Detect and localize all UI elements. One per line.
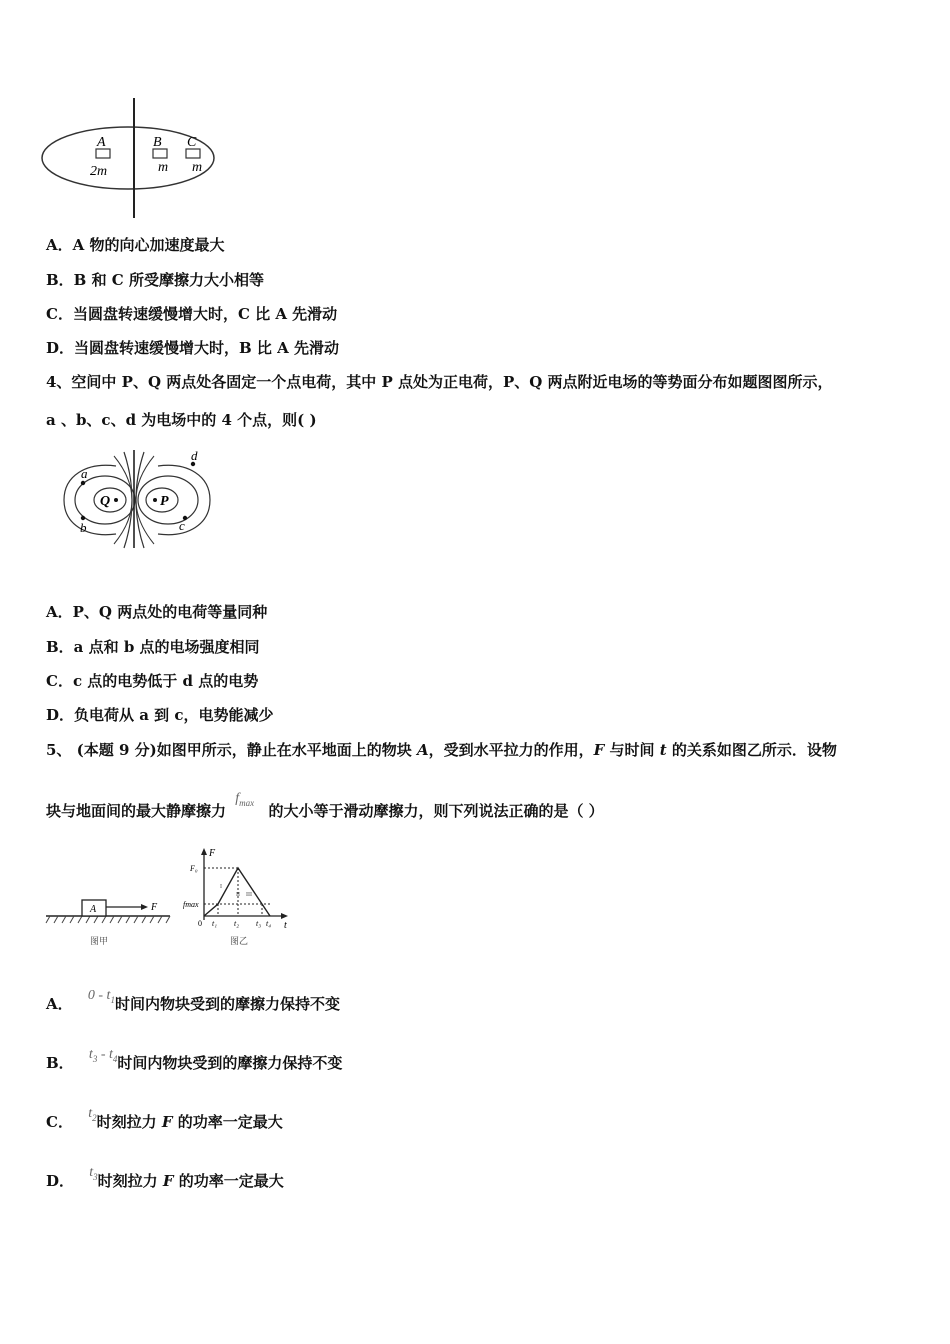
equipotential-figure (58, 446, 218, 552)
svg-text:III: III (246, 892, 252, 898)
fmax-symbol: $f_{max}$ (235, 791, 255, 808)
option-c-math: $t_2$ (88, 1106, 97, 1123)
origin-label: 0 (198, 919, 202, 928)
t4-label: t₄ (266, 919, 272, 928)
caption-yi: 图乙 (230, 936, 249, 946)
label-q: Q (100, 494, 111, 509)
label-point-a: a (81, 466, 88, 481)
svg-text:I: I (220, 884, 222, 890)
option-a-math: $0 - t_1$ (87, 988, 115, 1005)
t2-label: t₂ (234, 919, 240, 928)
caption-jia: 图甲 (90, 936, 109, 946)
figure-yi (178, 846, 296, 950)
t1-label: t₁ (212, 919, 218, 928)
label-b: B (153, 135, 162, 150)
y-axis-label: F (209, 848, 216, 859)
label-point-b: b (80, 520, 87, 535)
disc-figure (40, 96, 225, 222)
q3-option-d: D．当圆盘转速缓慢增大时，B 比 A 先滑动 (46, 339, 339, 357)
q5-stem-line1: 5、 (本题 9 分)如图甲所示，静止在水平地面上的物块 A，受到水平拉力的作用，F 与时间 t 的关系如图乙所示．设物 (46, 741, 837, 759)
block-b (153, 149, 167, 158)
svg-text:II: II (236, 892, 240, 898)
q3-option-a: A．A 物的向心加速度最大 (46, 236, 225, 254)
label-a: A (97, 135, 106, 150)
block-label: A (90, 904, 97, 915)
f0-label: F₀ (190, 864, 198, 873)
x-axis-label: t (284, 920, 287, 931)
q4-option-b: B．a 点和 b 点的电场强度相同 (46, 638, 260, 656)
q5-stem-line2: 块与地面间的最大静摩擦力 $f_{max}$ 的大小等于滑动摩擦力，则下列说法正确的是（ ） (46, 791, 604, 820)
q5-option-a: A． $0 - t_1$时间内物块受到的摩擦力保持不变 (46, 988, 340, 1013)
option-b-math: $t_3 - t_4$ (88, 1047, 118, 1064)
label-p: P (160, 494, 169, 509)
mass-c: m (192, 160, 203, 175)
label-point-d: d (191, 448, 198, 463)
label-c: C (187, 135, 197, 150)
figure-jia (44, 892, 174, 950)
q4-option-c: C．c 点的电势低于 d 点的电势 (46, 672, 259, 690)
q5-option-c: C． $t_2$时刻拉力 F 的功率一定最大 (46, 1106, 283, 1131)
q4-option-a: A．P、Q 两点处的电荷等量同种 (46, 603, 268, 621)
fmax-label: fmax (183, 900, 199, 909)
block-c (186, 149, 200, 158)
label-point-c: c (179, 518, 185, 533)
q3-option-c: C．当圆盘转速缓慢增大时，C 比 A 先滑动 (46, 305, 338, 323)
q3-option-b: B．B 和 C 所受摩擦力大小相等 (46, 271, 264, 289)
mass-a: 2m (90, 164, 108, 179)
q4-option-d: D．负电荷从 a 到 c，电势能减少 (46, 706, 274, 724)
q4-stem-line1: 4、空间中 P、Q 两点处各固定一个点电荷，其中 P 点处为正电荷，P、Q 两点附近电场的等势面分布如题图图所示， (46, 373, 833, 391)
q5-option-d: D． $t_3$时刻拉力 F 的功率一定最大 (46, 1165, 284, 1190)
block-a (96, 149, 110, 158)
option-d-math: $t_3$ (89, 1165, 98, 1182)
mass-b: m (158, 160, 169, 175)
q5-option-b: B． $t_3 - t_4$时间内物块受到的摩擦力保持不变 (46, 1047, 343, 1072)
t3-label: t₃ (256, 919, 262, 928)
q4-stem-line2: a 、b、c、d 为电场中的 4 个点，则( ) (46, 411, 317, 429)
force-label: F (151, 902, 158, 913)
